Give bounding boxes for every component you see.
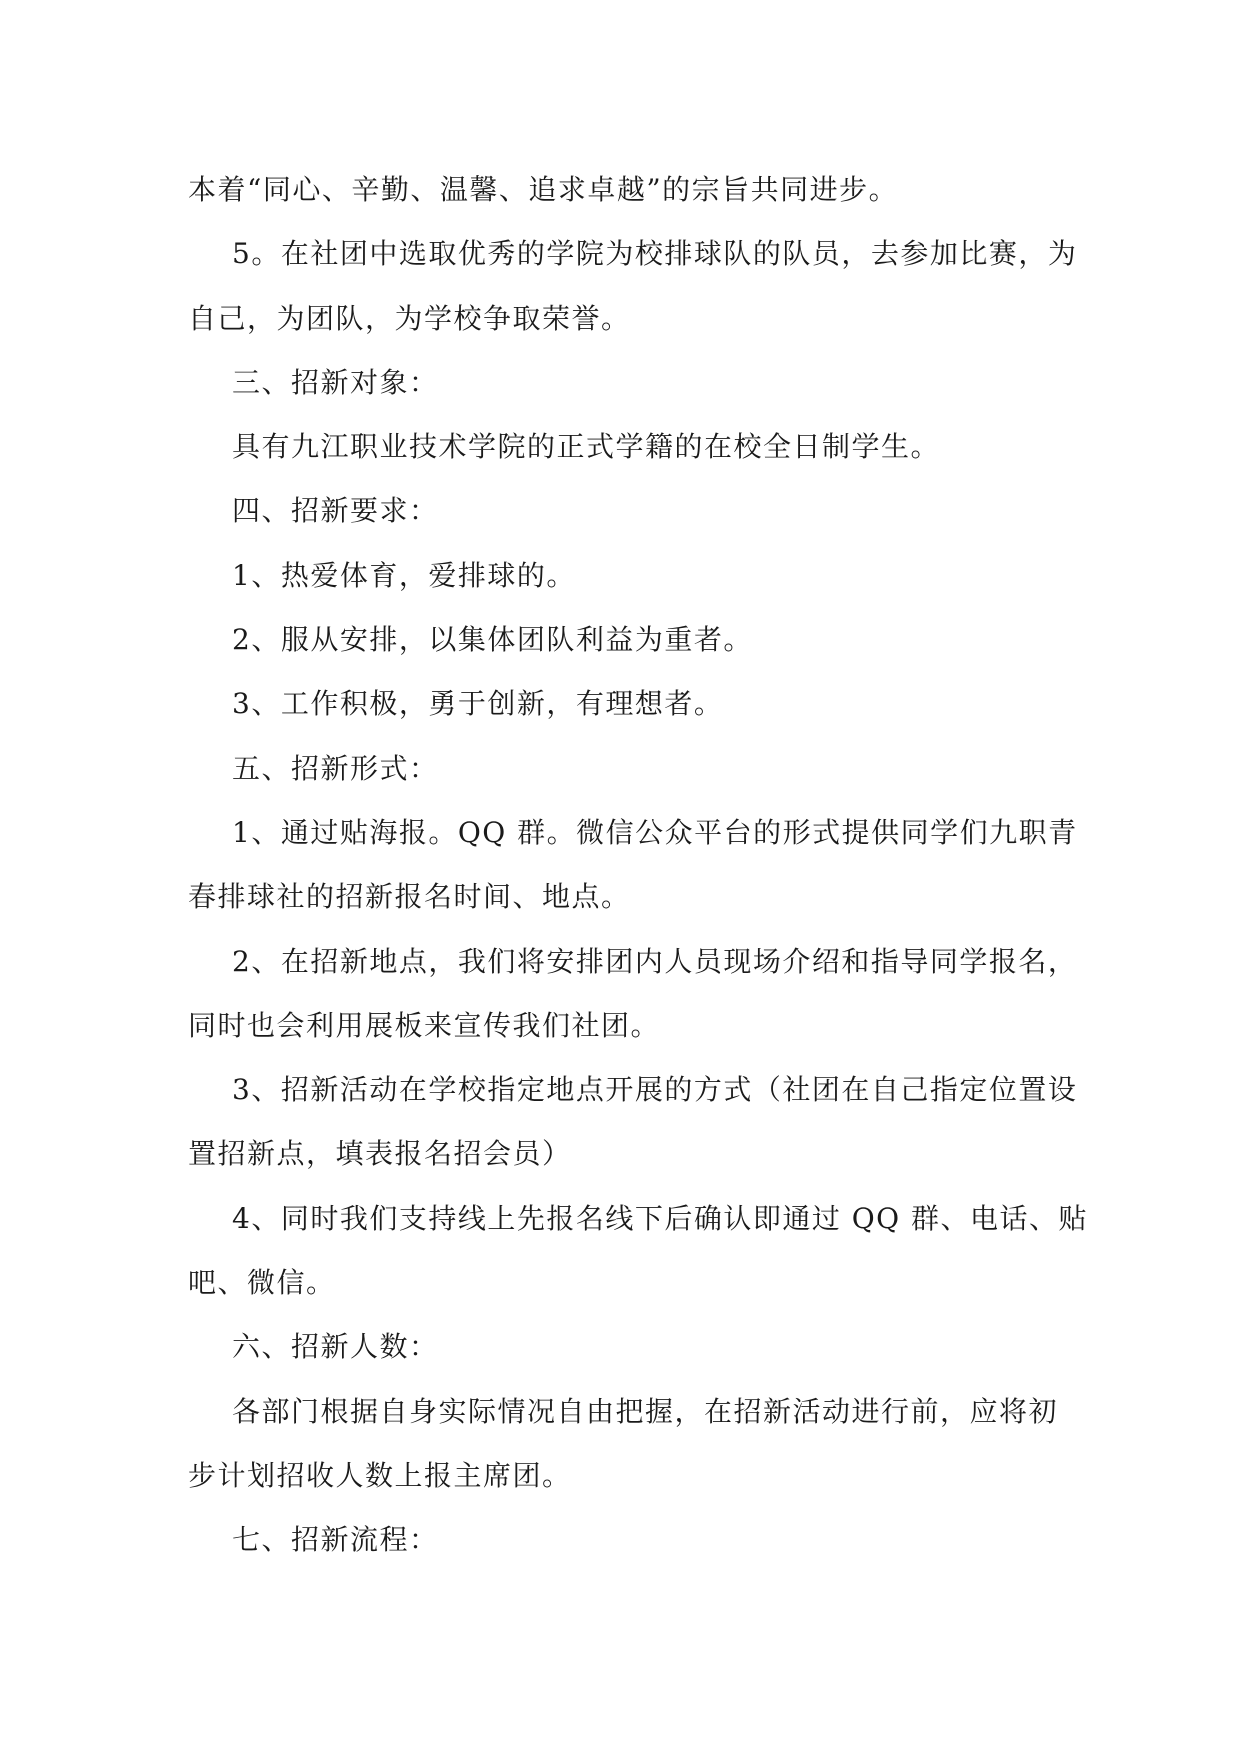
text-line: 5。在社团中选取优秀的学院为校排球队的队员，去参加比赛，为 (232, 237, 1078, 271)
text-line: 同时也会利用展板来宣传我们社团。 (188, 1008, 661, 1042)
text-line: 1、热爱体育，爱排球的。 (232, 558, 576, 592)
text-line: 置招新点，填表报名招会员） (188, 1137, 572, 1171)
text-line: 2、服从安排，以集体团队利益为重者。 (232, 623, 753, 657)
text-line: 4、同时我们支持线上先报名线下后确认即通过 QQ 群、电话、贴 (232, 1201, 1089, 1235)
text-line: 3、招新活动在学校指定地点开展的方式（社团在自己指定位置设 (232, 1073, 1078, 1107)
section-heading: 五、招新形式： (232, 751, 439, 785)
text-line: 3、工作积极，勇于创新，有理想者。 (232, 687, 724, 721)
section-heading: 四、招新要求： (232, 494, 439, 528)
text-line: 自己，为团队，为学校争取荣誉。 (188, 301, 631, 335)
text-line: 春排球社的招新报名时间、地点。 (188, 880, 631, 914)
section-heading: 七、招新流程： (232, 1523, 439, 1557)
text-line: 各部门根据自身实际情况自由把握，在招新活动进行前，应将初 (232, 1394, 1059, 1428)
text-line: 具有九江职业技术学院的正式学籍的在校全日制学生。 (232, 430, 941, 464)
text-line: 本着“同心、辛勤、温馨、追求卓越”的宗旨共同进步。 (188, 173, 899, 206)
text-line: 2、在招新地点，我们将安排团内人员现场介绍和指导同学报名， (232, 944, 1078, 978)
text-line: 步计划招收人数上报主席团。 (188, 1458, 572, 1492)
section-heading: 六、招新人数： (232, 1330, 439, 1364)
document-body (188, 158, 1089, 1573)
section-heading: 三、招新对象： (232, 365, 439, 399)
text-line: 吧、微信。 (188, 1266, 336, 1300)
text-line: 1、通过贴海报。QQ 群。微信公众平台的形式提供同学们九职青 (232, 815, 1078, 849)
